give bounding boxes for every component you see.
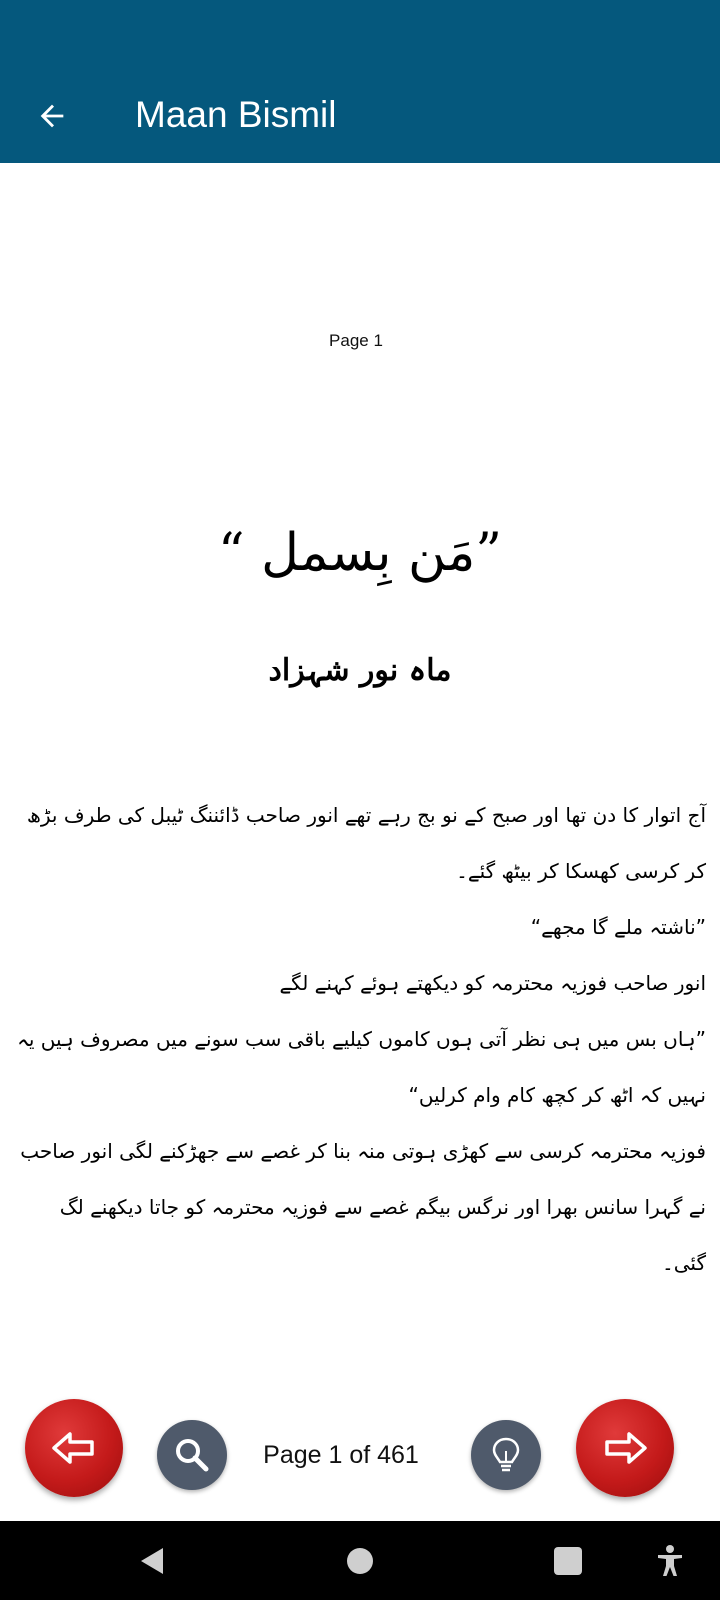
- back-button[interactable]: [24, 88, 80, 144]
- page-body: [10, 787, 706, 1291]
- author-name: ماہ نور شہزاد: [268, 653, 452, 688]
- system-recents-button[interactable]: [548, 1541, 588, 1581]
- page-counter: Page 1 of 461: [263, 1441, 419, 1469]
- page-label: Page 1: [329, 331, 383, 350]
- system-accessibility-button[interactable]: [650, 1541, 690, 1581]
- system-back-button[interactable]: [132, 1541, 172, 1581]
- system-home-button[interactable]: [340, 1541, 380, 1581]
- app-title: Maan Bismil: [135, 94, 337, 135]
- accessibility-icon: [655, 1544, 685, 1578]
- next-page-button[interactable]: [576, 1399, 674, 1497]
- paragraph: ”ناشتہ ملے گا مجھے“: [530, 915, 706, 939]
- paragraph: فوزیہ محترمہ کرسی سے کھڑی ہوتی منہ بنا کر غصے سے جھڑکنے لگی انور صاحب نے گہرا سانس بھرا اور نرگس بیگم غصے سے فوزیہ محترمہ کو جاتا دیکھنے لگ گئی۔: [20, 1139, 706, 1275]
- search-button[interactable]: [157, 1420, 227, 1490]
- paragraph: انور صاحب فوزیہ محترمہ کو دیکھتے ہوئے کہنے لگے: [279, 971, 706, 995]
- triangle-back-icon: [137, 1545, 167, 1577]
- paragraph: آج اتوار کا دن تھا اور صبح کے نو بج رہے تھے انور صاحب ڈائننگ ٹیبل کی طرف بڑھ کر کرسی کھسکا کر بیٹھ گئے۔: [26, 803, 706, 883]
- book-page: [0, 163, 720, 1400]
- previous-page-button[interactable]: [25, 1399, 123, 1497]
- arrow-right-outline-icon: [601, 1428, 649, 1468]
- circle-home-icon: [345, 1546, 375, 1576]
- square-recents-icon: [553, 1546, 583, 1576]
- book-title: ”مَن بِسمل “: [218, 523, 502, 583]
- arrow-left-outline-icon: [50, 1428, 98, 1468]
- lightbulb-icon: [488, 1435, 524, 1475]
- brightness-button[interactable]: [471, 1420, 541, 1490]
- search-icon: [172, 1435, 212, 1475]
- arrow-left-icon: [35, 99, 69, 133]
- system-navigation-bar: [0, 1521, 720, 1600]
- app-bar: [0, 0, 720, 163]
- paragraph: ”ہاں بس میں ہی نظر آتی ہوں کاموں کیلیے باقی سب سونے میں مصروف ہیں یہ نہیں کہ اٹھ کر کچھ کام وام کرلیں“: [17, 1027, 706, 1107]
